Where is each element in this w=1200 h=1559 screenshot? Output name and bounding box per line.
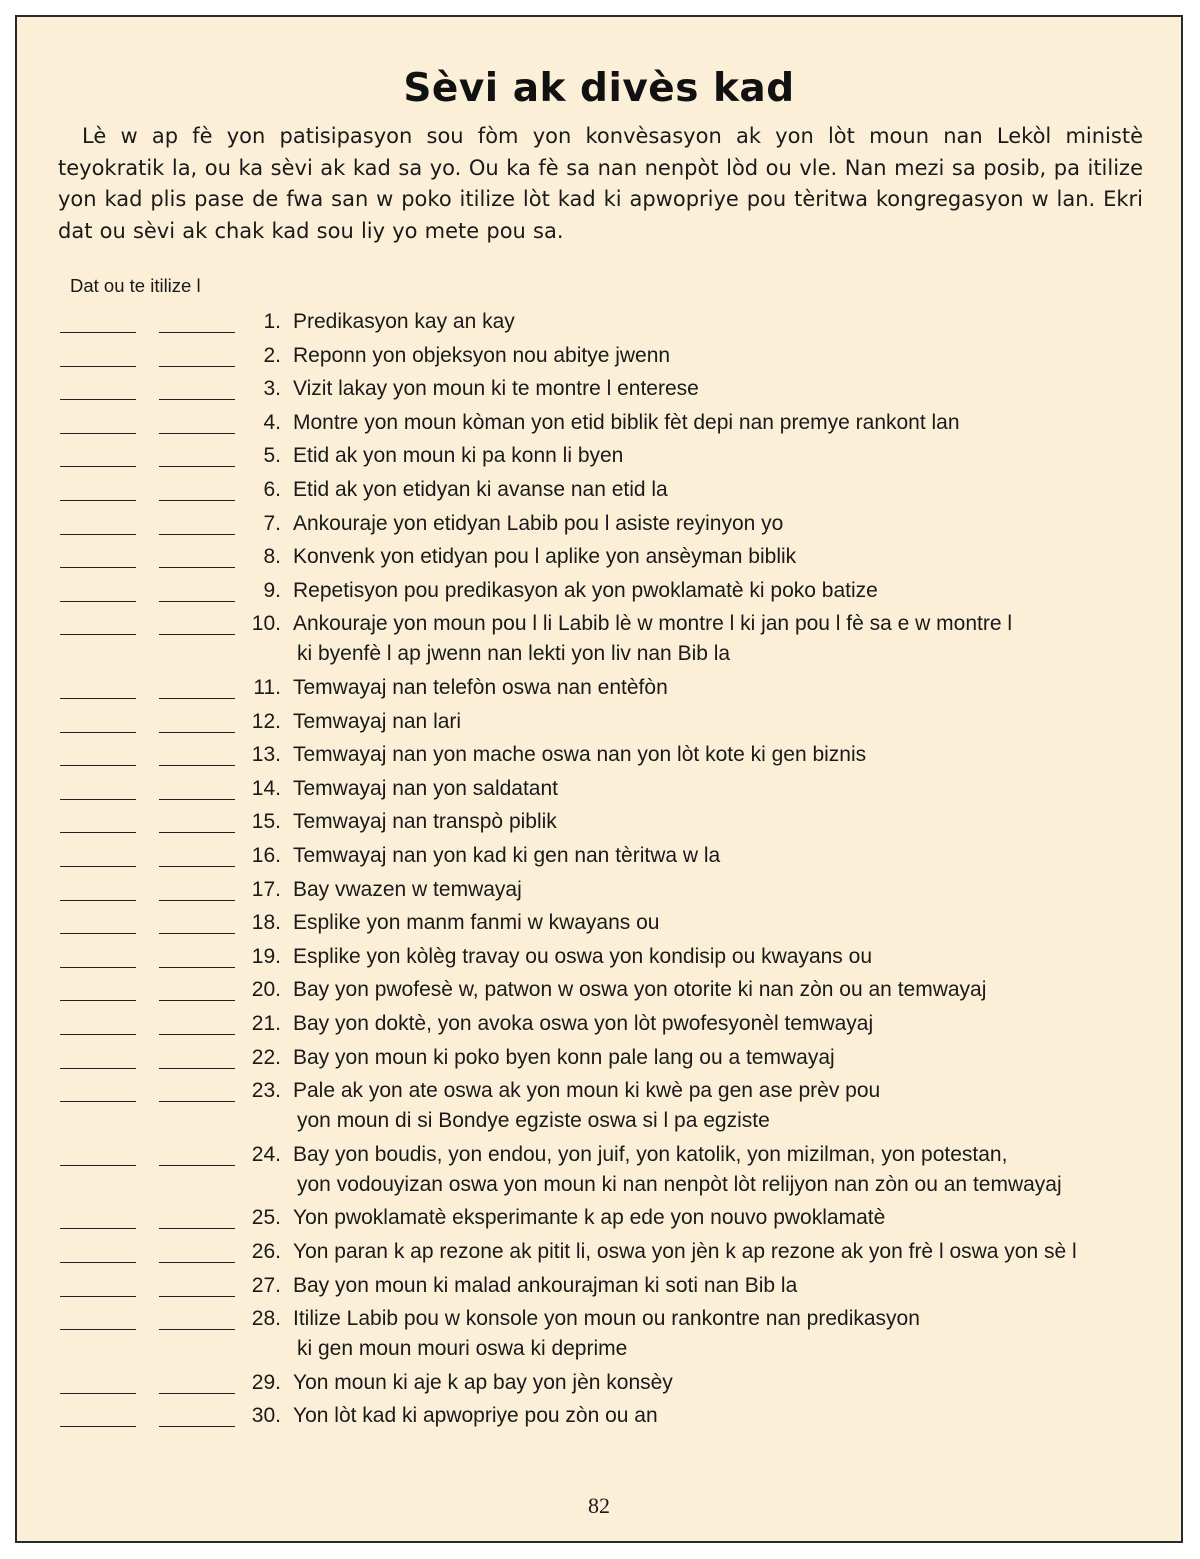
item-number: 13. bbox=[251, 743, 281, 767]
date-blank-2[interactable] bbox=[159, 399, 235, 400]
item-text bbox=[293, 841, 1153, 871]
item-text bbox=[293, 1304, 1153, 1364]
item-number: 30. bbox=[251, 1404, 281, 1428]
item-number: 20. bbox=[251, 978, 281, 1002]
date-blank-1[interactable] bbox=[60, 1393, 136, 1394]
date-blank-1[interactable] bbox=[60, 1000, 136, 1001]
item-text bbox=[293, 807, 1153, 837]
item-text-line: Ankouraje yon etidyan Labib pou l asiste reyinyon yo bbox=[293, 511, 784, 535]
item-text bbox=[293, 908, 1153, 938]
date-blank-2[interactable] bbox=[159, 534, 235, 535]
item-text bbox=[293, 374, 1153, 404]
item-text-line: ki byenfè l ap jwenn nan lekti yon liv nan Bib la bbox=[297, 642, 731, 666]
item-text bbox=[293, 975, 1153, 1005]
date-blank-1[interactable] bbox=[60, 1228, 136, 1229]
item-text-line: Bay yon doktè, yon avoka oswa yon lòt pwofesyonèl temwayaj bbox=[293, 1012, 874, 1035]
item-text-line: Yon lòt kad ki apwopriye pou zòn ou an bbox=[293, 1404, 658, 1428]
item-text-line: Temwayaj nan transpò piblik bbox=[293, 810, 557, 834]
item-text bbox=[293, 774, 1153, 804]
item-number: 9. bbox=[263, 578, 281, 602]
item-number: 24. bbox=[251, 1142, 281, 1166]
item-text-line: Predikasyon kay an kay bbox=[293, 310, 515, 333]
item-number: 11. bbox=[253, 676, 281, 699]
item-text-line: yon vodouyizan oswa yon moun ki nan nenpòt lòt relijyon nan zòn ou an temwayaj bbox=[297, 1172, 1062, 1196]
item-text bbox=[293, 441, 1153, 471]
date-blank-1[interactable] bbox=[60, 1101, 136, 1102]
date-blank-2[interactable] bbox=[159, 1034, 235, 1035]
item-text-line: yon moun di si Bondye egziste oswa si l pa egziste bbox=[297, 1109, 770, 1133]
item-text bbox=[293, 707, 1153, 737]
date-blank-2[interactable] bbox=[159, 832, 235, 833]
item-number: 3. bbox=[263, 377, 281, 401]
item-text bbox=[293, 341, 1153, 371]
item-text-line: Temwayaj nan telefòn oswa nan entèfòn bbox=[293, 676, 668, 699]
date-blank-2[interactable] bbox=[159, 1000, 235, 1001]
item-text-line: Pale ak yon ate oswa ak yon moun ki kwè pa gen ase prèv pou bbox=[293, 1079, 881, 1103]
date-blank-2[interactable] bbox=[159, 567, 235, 568]
item-text-line: Temwayaj nan yon saldatant bbox=[293, 776, 558, 800]
date-blank-2[interactable] bbox=[159, 765, 235, 766]
item-text bbox=[293, 1271, 1153, 1301]
item-number: 19. bbox=[251, 944, 281, 968]
item-text bbox=[293, 740, 1153, 770]
date-blank-2[interactable] bbox=[159, 1329, 235, 1330]
date-blank-1[interactable] bbox=[60, 601, 136, 602]
date-blank-1[interactable] bbox=[60, 765, 136, 766]
date-blank-2[interactable] bbox=[159, 1101, 235, 1102]
item-text bbox=[293, 1076, 1153, 1136]
item-text-line: Yon moun ki aje k ap bay yon jèn konsèy bbox=[293, 1370, 673, 1394]
item-text-line: Yon paran k ap rezone ak pitit li, oswa yon jèn k ap rezone ak yon frè l oswa yon sè l bbox=[293, 1240, 1077, 1263]
item-text bbox=[293, 1043, 1153, 1073]
item-number: 4. bbox=[263, 410, 281, 434]
item-text-line: Etid ak yon etidyan ki avanse nan etid la bbox=[293, 478, 668, 501]
date-blank-1[interactable] bbox=[60, 466, 136, 467]
item-text-line: Temwayaj nan lari bbox=[293, 709, 462, 733]
date-blank-1[interactable] bbox=[60, 1034, 136, 1035]
item-text-line: ki gen moun mouri oswa ki deprime bbox=[297, 1337, 628, 1361]
item-number: 23. bbox=[251, 1079, 281, 1103]
item-number: 25. bbox=[251, 1206, 281, 1230]
date-blank-1[interactable] bbox=[60, 1165, 136, 1166]
date-blank-2[interactable] bbox=[159, 1296, 235, 1297]
item-text-line: Temwayaj nan yon mache oswa nan yon lòt kote ki gen biznis bbox=[293, 743, 867, 767]
item-number: 15. bbox=[251, 810, 281, 834]
date-blank-2[interactable] bbox=[159, 332, 235, 333]
date-blank-2[interactable] bbox=[159, 866, 235, 867]
date-blank-2[interactable] bbox=[159, 900, 235, 901]
date-blank-2[interactable] bbox=[159, 967, 235, 968]
item-number: 27. bbox=[251, 1273, 281, 1297]
date-column-header: Dat ou te itilize l bbox=[70, 275, 201, 296]
date-blank-1[interactable] bbox=[60, 366, 136, 367]
item-text bbox=[293, 875, 1153, 905]
item-text bbox=[293, 1009, 1153, 1039]
date-blank-1[interactable] bbox=[60, 1426, 136, 1427]
date-blank-1[interactable] bbox=[60, 433, 136, 434]
item-number: 7. bbox=[263, 511, 281, 535]
item-text-line: Reponn yon objeksyon nou abitye jwenn bbox=[293, 343, 671, 367]
date-blank-1[interactable] bbox=[60, 332, 136, 333]
date-blank-1[interactable] bbox=[60, 1329, 136, 1330]
date-blank-2[interactable] bbox=[159, 601, 235, 602]
item-number: 10. bbox=[251, 612, 281, 636]
item-number: 12. bbox=[251, 709, 281, 733]
date-blank-1[interactable] bbox=[60, 799, 136, 800]
item-text bbox=[293, 609, 1153, 669]
date-blank-2[interactable] bbox=[159, 1426, 235, 1427]
date-blank-2[interactable] bbox=[159, 433, 235, 434]
date-blank-1[interactable] bbox=[60, 866, 136, 867]
item-number: 26. bbox=[251, 1240, 281, 1263]
item-number: 1. bbox=[263, 310, 281, 333]
date-blank-1[interactable] bbox=[60, 1296, 136, 1297]
date-blank-2[interactable] bbox=[159, 933, 235, 934]
date-blank-1[interactable] bbox=[60, 698, 136, 699]
item-text bbox=[293, 1401, 1153, 1431]
item-number: 18. bbox=[251, 911, 281, 935]
page-title: Sèvi ak divès kad bbox=[403, 66, 795, 111]
date-blank-2[interactable] bbox=[159, 799, 235, 800]
date-blank-2[interactable] bbox=[159, 466, 235, 467]
item-number: 28. bbox=[251, 1307, 281, 1331]
item-text bbox=[293, 408, 1153, 438]
item-number: 16. bbox=[251, 844, 281, 867]
intro-paragraph: Lè w ap fè yon patisipasyon sou fòm yon konvèsasyon ak yon lòt moun nan Lekòl ministè teyokratik la, ou ka sèvi ak kad sa yo. Ou ka fè sa nan nenpòt lòd ou vle. Nan mezi sa posib, pa itilize yon kad plis pase de fwa san w poko itilize lòt kad ki apwopriye pou tèritwa kongregasyon w lan. Ekri dat ou sèvi ak chak kad sou liy yo mete pou sa. bbox=[58, 124, 1143, 243]
item-number: 17. bbox=[251, 877, 281, 901]
date-blank-2[interactable] bbox=[159, 698, 235, 699]
item-text bbox=[293, 542, 1153, 572]
date-blank-2[interactable] bbox=[159, 1262, 235, 1263]
date-blank-2[interactable] bbox=[159, 500, 235, 501]
date-blank-1[interactable] bbox=[60, 967, 136, 968]
item-text bbox=[293, 942, 1153, 972]
item-text-line: Konvenk yon etidyan pou l aplike yon ansèyman biblik bbox=[293, 545, 797, 569]
item-text bbox=[293, 576, 1153, 606]
item-text-line: Yon pwoklamatè eksperimante k ap ede yon nouvo pwoklamatè bbox=[293, 1206, 886, 1230]
date-blank-1[interactable] bbox=[60, 1262, 136, 1263]
item-number: 22. bbox=[251, 1045, 281, 1069]
date-blank-1[interactable] bbox=[60, 399, 136, 400]
date-blank-1[interactable] bbox=[60, 500, 136, 501]
item-text bbox=[293, 1368, 1153, 1398]
item-text-line: Ankouraje yon moun pou l li Labib lè w montre l ki jan pou l fè sa e w montre l bbox=[293, 612, 1013, 636]
item-text bbox=[293, 1237, 1153, 1267]
item-text-line: Esplike yon kòlèg travay ou oswa yon kondisip ou kwayans ou bbox=[293, 944, 872, 968]
date-blank-2[interactable] bbox=[159, 1165, 235, 1166]
item-text-line: Vizit lakay yon moun ki te montre l enterese bbox=[293, 377, 699, 401]
worksheet-page bbox=[15, 15, 1183, 1543]
item-text-line: Bay yon moun ki poko byen konn pale lang ou a temwayaj bbox=[293, 1045, 835, 1069]
date-blank-2[interactable] bbox=[159, 1068, 235, 1069]
item-number: 21. bbox=[251, 1012, 281, 1035]
item-text-line: Bay vwazen w temwayaj bbox=[293, 877, 522, 901]
item-text bbox=[293, 673, 1153, 703]
date-blank-1[interactable] bbox=[60, 933, 136, 934]
item-text-line: Esplike yon manm fanmi w kwayans ou bbox=[293, 911, 660, 935]
date-blank-1[interactable] bbox=[60, 634, 136, 635]
date-blank-1[interactable] bbox=[60, 732, 136, 733]
item-number: 14. bbox=[251, 776, 281, 800]
page-number: 82 bbox=[588, 1493, 610, 1518]
date-blank-2[interactable] bbox=[159, 1393, 235, 1394]
item-text-line: Montre yon moun kòman yon etid biblik fèt depi nan premye rankont lan bbox=[293, 410, 960, 434]
item-text bbox=[293, 475, 1153, 505]
item-text-line: Bay yon boudis, yon endou, yon juif, yon katolik, yon mizilman, yon potestan, bbox=[293, 1142, 1008, 1166]
item-text-line: Etid ak yon moun ki pa konn li byen bbox=[293, 444, 624, 468]
item-text-line: Bay yon moun ki malad ankourajman ki soti nan Bib la bbox=[293, 1273, 798, 1297]
date-blank-1[interactable] bbox=[60, 534, 136, 535]
date-blank-2[interactable] bbox=[159, 1228, 235, 1229]
item-text-line: Temwayaj nan yon kad ki gen nan tèritwa w la bbox=[293, 844, 721, 867]
item-text bbox=[293, 1203, 1153, 1233]
item-number: 5. bbox=[263, 444, 281, 468]
date-blank-2[interactable] bbox=[159, 634, 235, 635]
date-blank-2[interactable] bbox=[159, 366, 235, 367]
item-number: 8. bbox=[263, 545, 281, 569]
date-blank-1[interactable] bbox=[60, 567, 136, 568]
date-blank-1[interactable] bbox=[60, 1068, 136, 1069]
item-text bbox=[293, 1140, 1153, 1200]
item-text-line: Itilize Labib pou w konsole yon moun ou rankontre nan predikasyon bbox=[293, 1307, 920, 1331]
item-number: 2. bbox=[263, 343, 281, 367]
item-text-line: Repetisyon pou predikasyon ak yon pwoklamatè ki poko batize bbox=[293, 578, 878, 602]
item-number: 29. bbox=[251, 1370, 281, 1394]
date-blank-2[interactable] bbox=[159, 732, 235, 733]
date-blank-1[interactable] bbox=[60, 832, 136, 833]
item-text bbox=[293, 307, 1153, 337]
item-text bbox=[293, 509, 1153, 539]
item-text-line: Bay yon pwofesè w, patwon w oswa yon otorite ki nan zòn ou an temwayaj bbox=[293, 978, 987, 1002]
date-blank-1[interactable] bbox=[60, 900, 136, 901]
item-number: 6. bbox=[263, 478, 281, 501]
